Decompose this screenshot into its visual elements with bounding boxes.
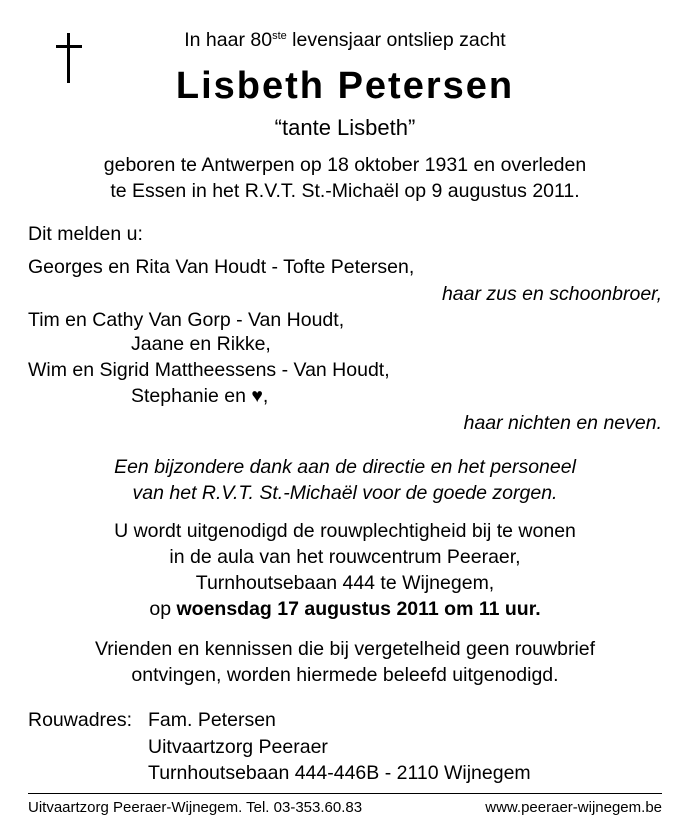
ceremony-line-2: in de aula van het rouwcentrum Peeraer,: [169, 546, 521, 568]
ceremony-line-3: Turnhoutsebaan 444 te Wijnegem,: [195, 572, 495, 594]
announcer-intro: Dit melden u:: [28, 223, 143, 245]
announcer-line: Stephanie en ♥,: [131, 385, 269, 407]
address-line: Turnhoutsebaan 444-446B - 2110 Wijnegem: [148, 762, 531, 784]
announcer-line: Jaane en Rikke,: [131, 333, 271, 355]
ceremony-datetime: op woensdag 17 augustus 2011 om 11 uur.: [149, 598, 541, 620]
address-label: Rouwadres:: [28, 709, 133, 731]
friends-line-1: Vrienden en kennissen die bij vergetelheid geen rouwbrief: [94, 638, 596, 660]
address-line: Fam. Petersen: [148, 709, 276, 731]
address-line: Uitvaartzorg Peeraer: [148, 736, 328, 758]
friends-line-2: ontvingen, worden hiermede beleefd uitgenodigd.: [131, 664, 559, 686]
announcer-line: Wim en Sigrid Mattheessens - Van Houdt,: [28, 359, 390, 381]
announcer-line: Georges en Rita Van Houdt - Tofte Petersen,: [28, 256, 415, 278]
footer-contact: Uitvaartzorg Peeraer-Wijnegem. Tel. 03-353.60.83: [28, 799, 363, 816]
ceremony-line-1: U wordt uitgenodigd de rouwplechtigheid bij te wonen: [114, 520, 576, 542]
intro-line: In haar 80ste levensjaar ontsliep zacht: [184, 29, 506, 51]
relation-line: haar zus en schoonbroer,: [441, 283, 662, 305]
deceased-name: Lisbeth Petersen: [175, 65, 515, 107]
footer-website: www.peeraer-wijnegem.be: [485, 799, 662, 816]
announcer-line: Tim en Cathy Van Gorp - Van Houdt,: [28, 309, 345, 331]
nickname: “tante Lisbeth”: [274, 115, 416, 140]
thanks-line-1: Een bijzondere dank aan de directie en het personeel: [114, 456, 576, 478]
birth-line-2: te Essen in het R.V.T. St.-Michaël op 9 augustus 2011.: [110, 180, 580, 202]
relation-line: haar nichten en neven.: [463, 412, 662, 434]
birth-line-1: geboren te Antwerpen op 18 oktober 1931 en overleden: [103, 154, 587, 176]
thanks-line-2: van het R.V.T. St.-Michaël voor de goede zorgen.: [132, 482, 558, 504]
footer-divider: [28, 793, 662, 794]
